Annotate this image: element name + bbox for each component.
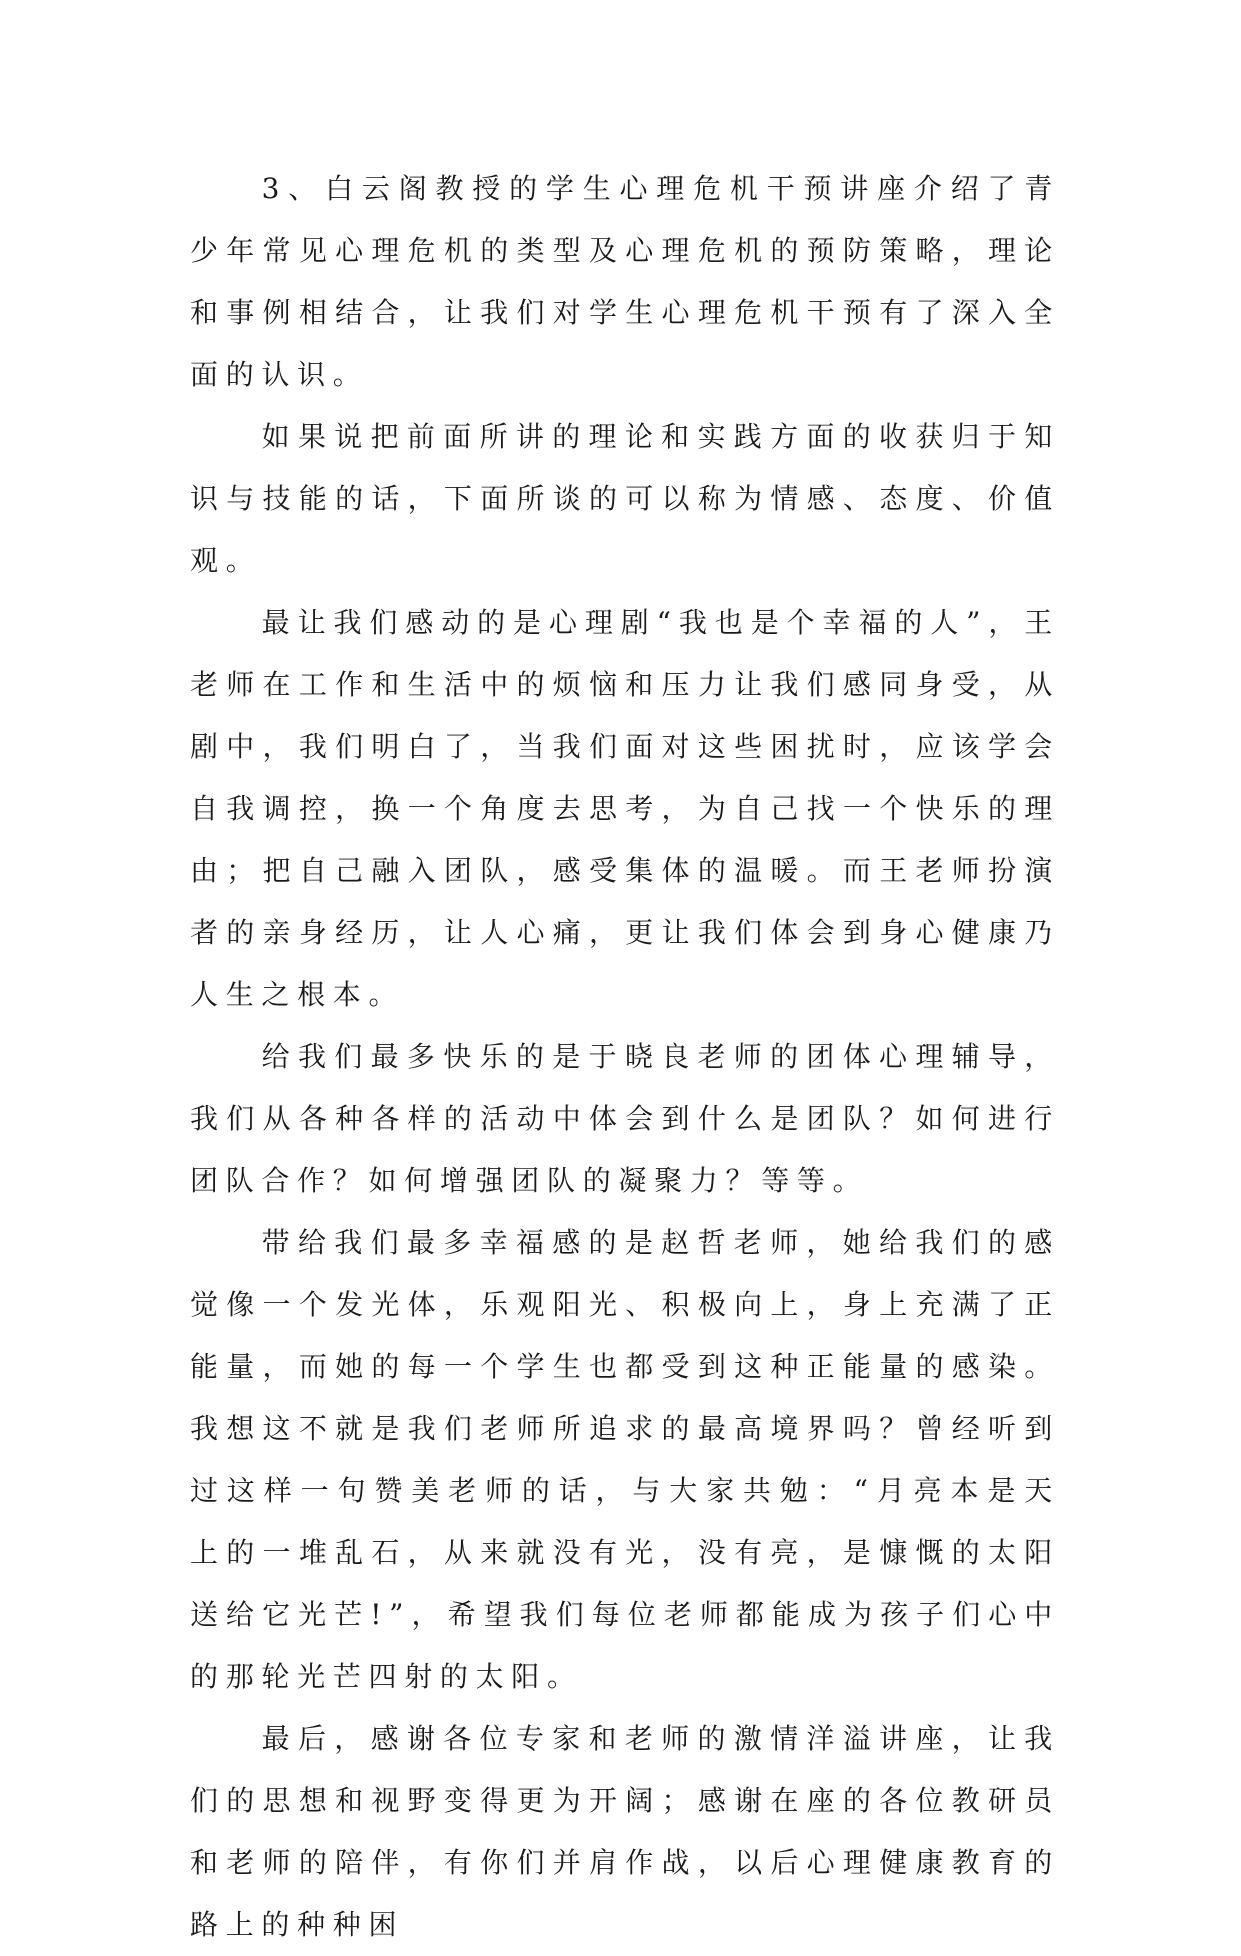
paragraph-knowledge-and-values: 如果说把前面所讲的理论和实践方面的收获归于知识与技能的话，下面所谈的可以称为情感、态度、价值观。 xyxy=(190,420,1060,577)
paragraph-group-counseling: 给我们最多快乐的是于晓良老师的团体心理辅导，我们从各种各样的活动中体会到什么是团队？如何进行团队合作？如何增强团队的凝聚力？等等。 xyxy=(190,1040,1060,1197)
paragraph-closing-thanks: 最后，感谢各位专家和老师的激情洋溢讲座，让我们的思想和视野变得更为开阔；感谢在座的各位教研员和老师的陪伴，有你们并肩作战，以后心理健康教育的路上的种种困 xyxy=(190,1722,1060,1941)
paragraph-lecture-crisis-intervention: 3、白云阁教授的学生心理危机干预讲座介绍了青少年常见心理危机的类型及心理危机的预防策略，理论和事例相结合，让我们对学生心理危机干预有了深入全面的认识。 xyxy=(190,172,1060,391)
document-body xyxy=(190,158,1060,1956)
paragraph-happiness-teacher: 带给我们最多幸福感的是赵哲老师，她给我们的感觉像一个发光体，乐观阳光、积极向上，身上充满了正能量，而她的每一个学生也都受到这种正能量的感染。我想这不就是我们老师所追求的最高境界吗？曾经听到过这样一句赞美老师的话，与大家共勉：“月亮本是天上的一堆乱石，从来就没有光，没有亮，是慷慨的太阳送给它光芒!”，希望我们每位老师都能成为孩子们心中的那轮光芒四射的太阳。 xyxy=(190,1226,1060,1693)
paragraph-psychodrama: 最让我们感动的是心理剧“我也是个幸福的人”，王老师在工作和生活中的烦恼和压力让我们感同身受，从剧中，我们明白了，当我们面对这些困扰时，应该学会自我调控，换一个角度去思考，为自己找一个快乐的理由；把自己融入团队，感受集体的温暖。而王老师扮演者的亲身经历，让人心痛，更让我们体会到身心健康乃人生之根本。 xyxy=(190,606,1060,1011)
